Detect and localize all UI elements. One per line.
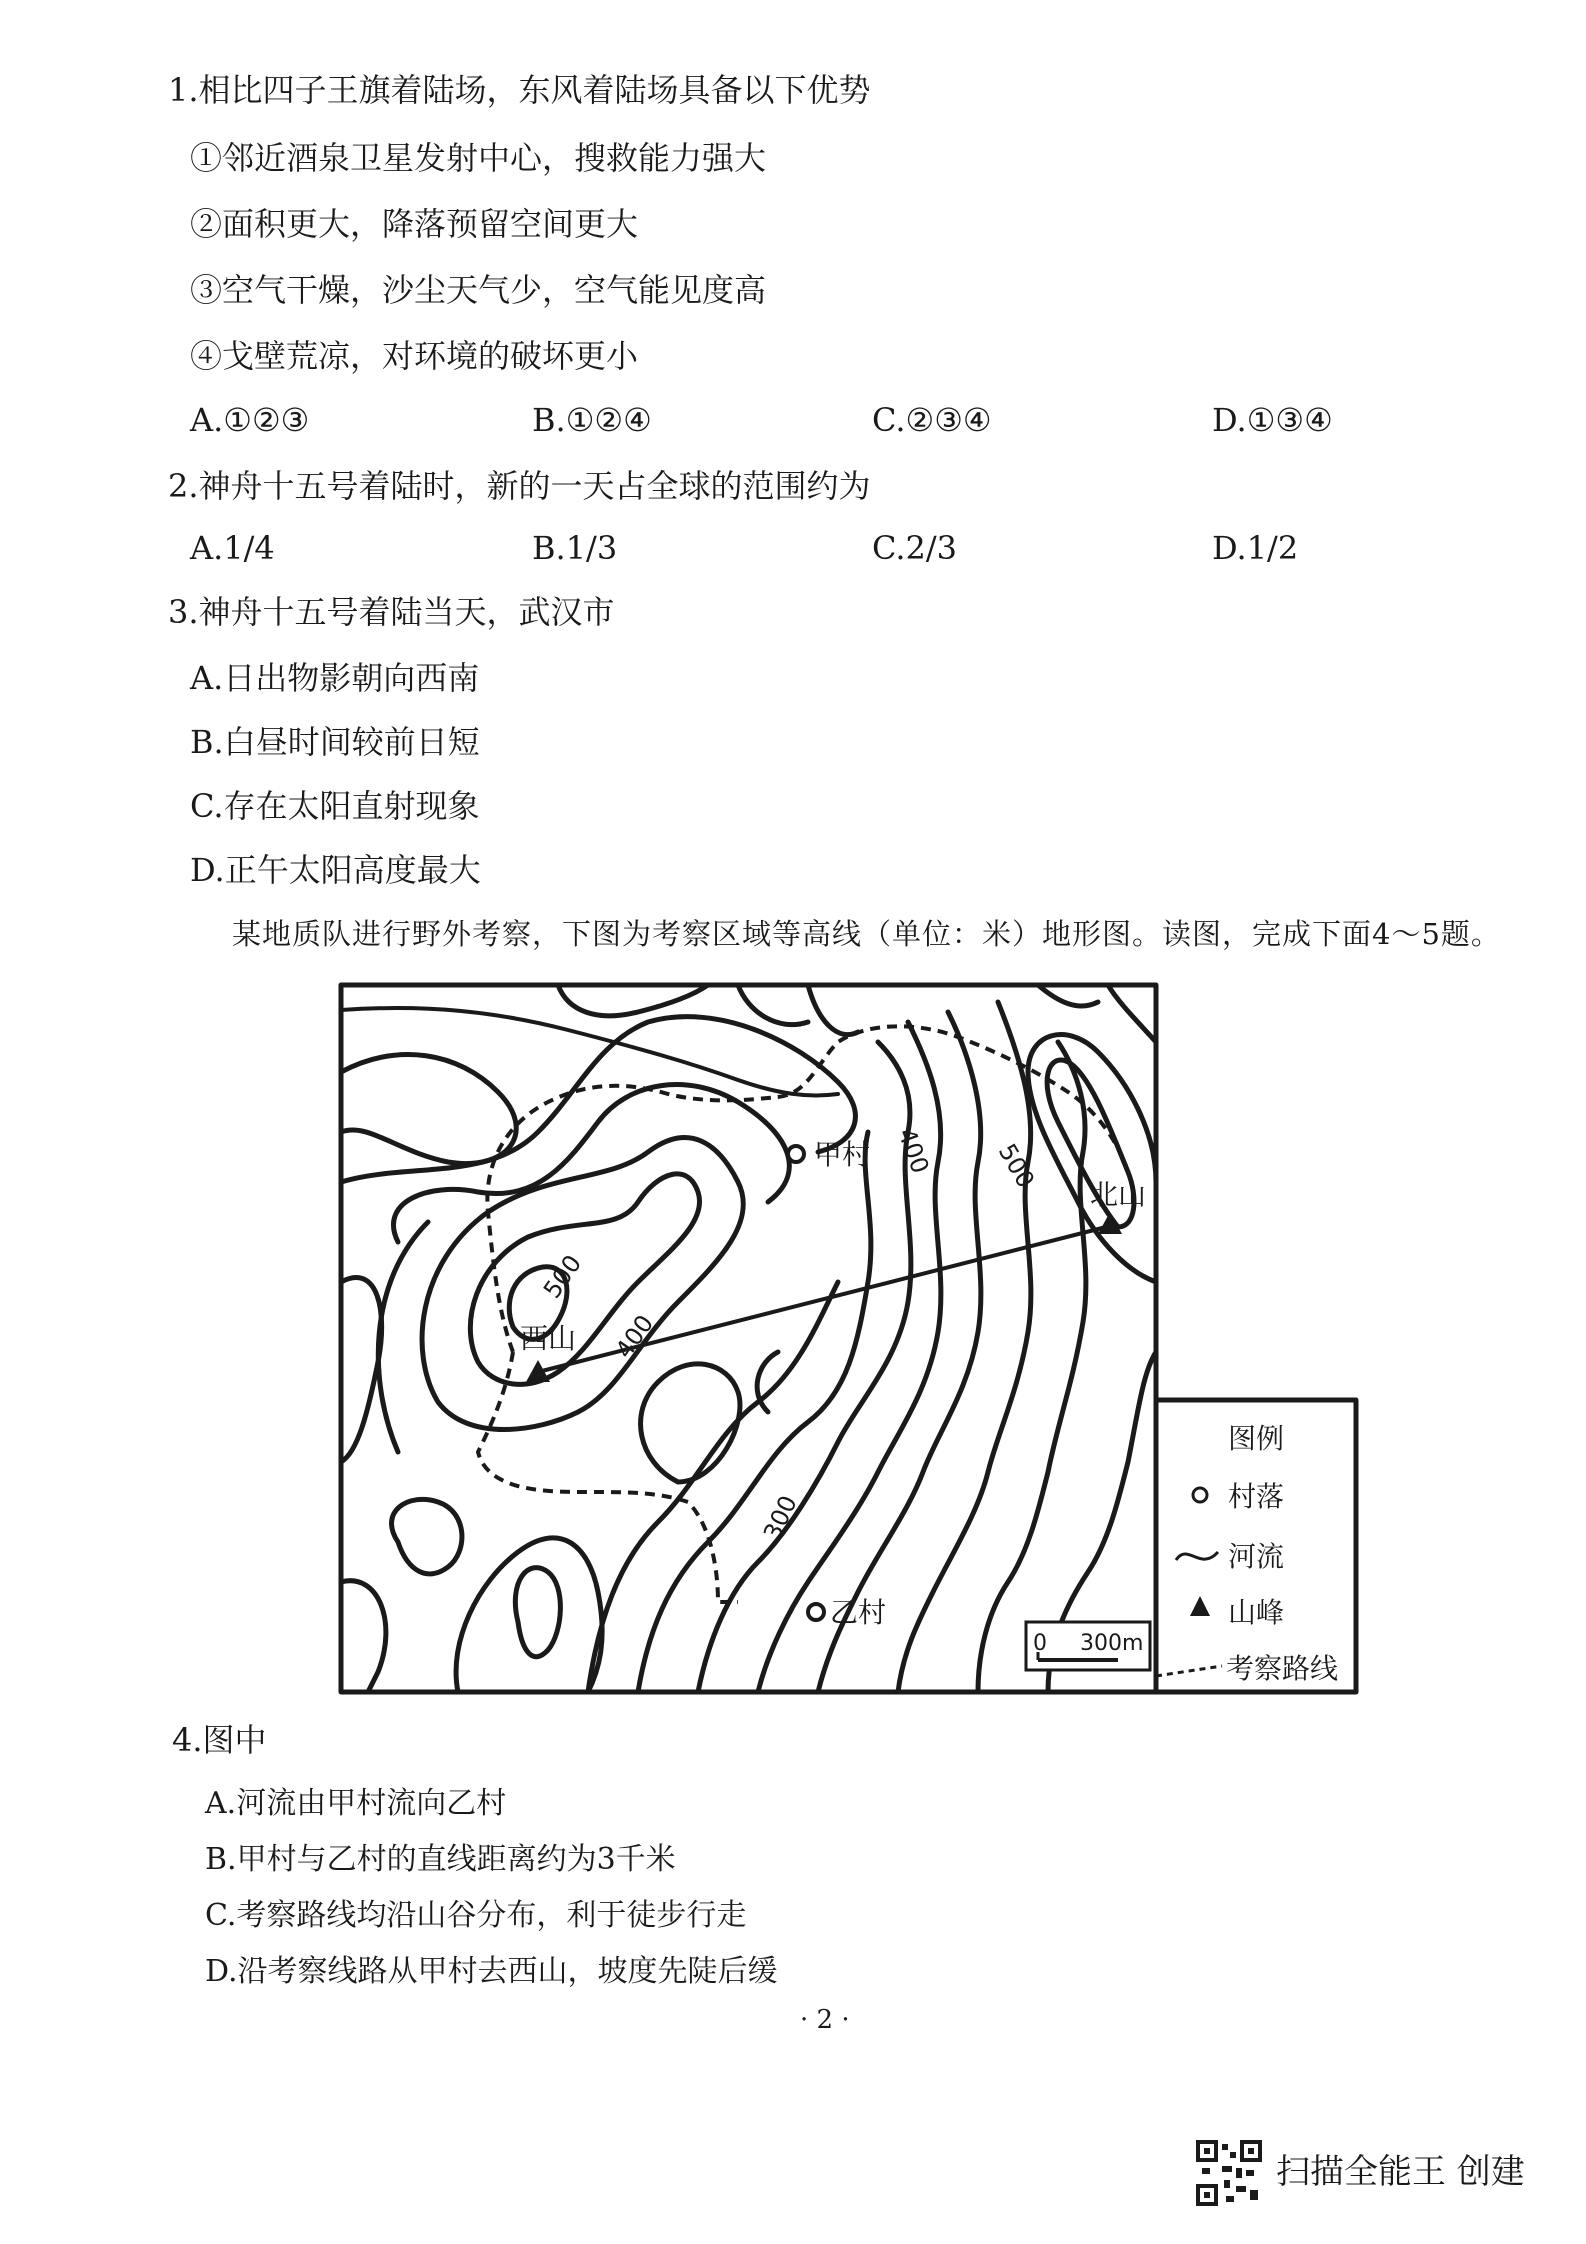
legend-title: 图例 xyxy=(1228,1422,1285,1455)
contour-line xyxy=(341,1277,382,1462)
q2-option-b: B.1/3 xyxy=(532,529,618,567)
scanner-watermark xyxy=(1196,2140,1556,2210)
q2-option-d: D.1/2 xyxy=(1212,529,1299,567)
contour-line xyxy=(341,1017,855,1182)
map-intro: 某地质队进行野外考察，下图为考察区域等高线（单位：米）地形图。读图，完成下面4～5题。 xyxy=(232,917,1501,951)
q4-option-d: D.沿考察线路从甲村去西山，坡度先陡后缓 xyxy=(205,1954,778,1989)
q1-stem: 1.相比四子王旗着陆场，东风着陆场具备以下优势 xyxy=(168,71,871,109)
page-number: · 2 · xyxy=(800,2005,850,2035)
q1-statement-2: ②面积更大，降落预留空间更大 xyxy=(190,205,639,243)
label-contour-400-west: 400 xyxy=(609,1309,660,1364)
q4-option-c: C.考察路线均沿山谷分布，利于徒步行走 xyxy=(205,1898,747,1933)
contour-line xyxy=(818,1012,981,1692)
q1-option-d: D.①③④ xyxy=(1212,401,1333,439)
q3-option-a: A.日出物影朝向西南 xyxy=(190,659,480,697)
contour-line xyxy=(558,985,708,1016)
q2-stem: 2.神舟十五号着陆时，新的一天占全球的范围约为 xyxy=(168,467,871,505)
legend-route: 考察路线 xyxy=(1226,1652,1339,1685)
label-contour-300: 300 xyxy=(758,1491,803,1545)
contour-line xyxy=(341,1581,386,1692)
contour-line xyxy=(757,1352,778,1412)
contour-line xyxy=(392,1499,462,1573)
q3-option-b: B.白昼时间较前日短 xyxy=(190,723,480,761)
contour-map xyxy=(338,982,1380,1698)
legend-village-icon xyxy=(1193,1488,1207,1502)
label-contour-400-east: 400 xyxy=(892,1124,935,1178)
village-jia-marker xyxy=(788,1146,804,1162)
label-yi-village: 乙村 xyxy=(830,1596,887,1629)
village-yi-marker xyxy=(808,1604,824,1620)
contour-line xyxy=(738,985,808,1025)
label-beishan: 北山 xyxy=(1090,1178,1147,1211)
q4-stem: 4.图中 xyxy=(172,1721,267,1759)
legend-river: 河流 xyxy=(1228,1540,1285,1573)
contour-line xyxy=(641,1364,740,1482)
contour-line xyxy=(456,1538,602,1692)
contour-line xyxy=(341,1055,516,1164)
legend-peak: 山峰 xyxy=(1228,1596,1285,1629)
legend-route-icon xyxy=(1156,1666,1222,1676)
qr-code-icon xyxy=(1196,2140,1262,2206)
legend-river-icon xyxy=(1176,1552,1218,1560)
scanner-brand-text: 扫描全能王 创建 xyxy=(1276,2152,1525,2192)
q4-option-a: A.河流由甲村流向乙村 xyxy=(205,1786,507,1821)
scale-zero: 0 xyxy=(1033,1631,1047,1656)
q3-option-d: D.正午太阳高度最大 xyxy=(190,851,481,889)
q4-option-b: B.甲村与乙村的直线距离约为3千米 xyxy=(205,1842,676,1877)
q3-stem: 3.神舟十五号着陆当天，武汉市 xyxy=(168,593,615,631)
contour-line xyxy=(808,985,858,1035)
q1-statement-1: ①邻近酒泉卫星发射中心，搜救能力强大 xyxy=(190,139,767,177)
legend-village: 村落 xyxy=(1228,1480,1285,1513)
q1-option-b: B.①②④ xyxy=(532,401,652,439)
legend-peak-icon xyxy=(1190,1596,1210,1616)
label-contour-500-east: 500 xyxy=(992,1139,1040,1193)
contour-line xyxy=(515,1568,560,1657)
contour-line xyxy=(470,1174,699,1384)
peak-beishan-marker xyxy=(1098,1212,1122,1234)
contour-line xyxy=(1038,985,1098,1006)
q1-statement-4: ④戈壁荒凉，对环境的破坏更小 xyxy=(190,337,639,375)
label-contour-500-west: 500 xyxy=(537,1249,588,1304)
q3-option-c: C.存在太阳直射现象 xyxy=(190,787,480,825)
q1-statement-3: ③空气干燥，沙尘天气少，空气能见度高 xyxy=(190,271,767,309)
contour-line xyxy=(698,1042,911,1692)
river xyxy=(341,1008,838,1095)
contour-line xyxy=(1108,985,1156,1042)
q1-option-a: A.①②③ xyxy=(190,401,310,439)
q1-option-c: C.②③④ xyxy=(872,401,992,439)
q2-option-c: C.2/3 xyxy=(872,529,958,567)
scale-bar xyxy=(1026,1622,1150,1670)
legend xyxy=(1156,1422,1338,1685)
contour-line xyxy=(898,1002,1031,1692)
q2-option-a: A.1/4 xyxy=(190,529,275,567)
label-jia-village: 甲村 xyxy=(814,1138,871,1171)
label-xishan: 西山 xyxy=(520,1322,577,1355)
scale-distance: 300m xyxy=(1080,1631,1144,1656)
